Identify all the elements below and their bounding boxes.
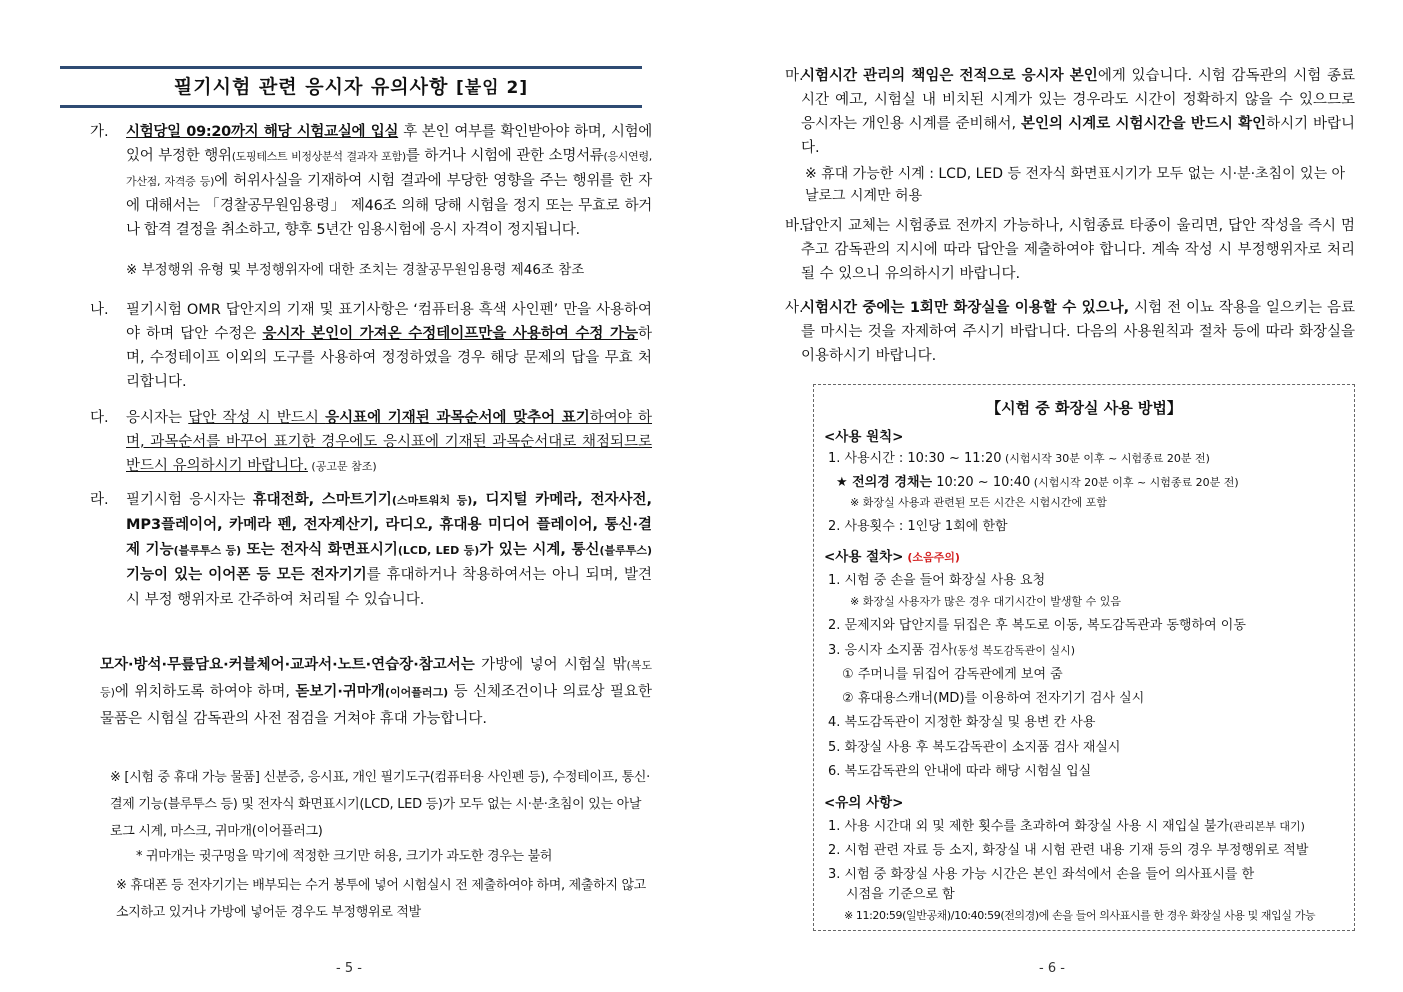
text-small: (시험시작 30분 이후 ~ 시험종료 20분 전) xyxy=(1001,452,1210,465)
text: 가방에 넣어 시험실 밖 xyxy=(474,657,627,673)
note-watch: ※ 휴대 가능한 시계 : LCD, LED 등 전자식 화면표시기가 모두 없는 시·분·초침이 있는 아날로그 시계만 허용 xyxy=(805,166,1346,204)
procedure-substep: ① 주머니를 뒤집어 감독관에게 보여 줌 xyxy=(842,667,1063,682)
text-small: (시험시작 20분 이후 ~ 시험종료 20분 전) xyxy=(1030,476,1239,489)
text: 에 위치하도록 하여야 하며, xyxy=(114,684,296,700)
section-body: 답안지 교체는 시험종료 전까지 가능하나, 시험종료 타종이 울리면, 답안 작성을 즉시 멈추고 감독관의 지시에 따라 답안을 제출하여야 합니다. 계속 작성 시 부정행위자로 처리될 수 있으니 유의하시기 바랍니다. xyxy=(801,218,1355,282)
section-da xyxy=(90,406,652,479)
procedure-step: 2. 문제지와 답안지를 뒤집은 후 복도로 이동, 복도감독관과 동행하여 이동 xyxy=(828,618,1246,633)
section-body xyxy=(100,652,652,732)
text-small: (LCD, LED 등) xyxy=(397,544,480,557)
text: 에게 있습니다. 시험 감독관의 시험 종료시간 예고, 시험실 내 비치된 시계가 있는 경우라도 시간이 정확하지 않을 수 있으므로 응시자는 개인용 시계를 준비해서, xyxy=(801,68,1356,132)
subject-order-rule: 응시표에 기재된 과목순서에 맞추어 표기 xyxy=(325,410,590,426)
section-marker: 마. xyxy=(785,68,804,84)
page-number: - 6 - xyxy=(1039,961,1065,976)
rule-time xyxy=(828,447,1210,466)
attachment-label: [붙임 2] xyxy=(455,78,529,98)
box-title: 【시험 중 화장실 사용 방법】 xyxy=(986,399,1182,417)
heading-procedure xyxy=(824,545,960,565)
note-electronics: ※ 휴대폰 등 전자기기는 배부되는 수거 봉투에 넣어 시험실시 전 제출하여야 하며, 제출하지 않고 소지하고 있거나 가방에 넣어둔 경우도 부정행위로 적발 xyxy=(116,878,647,920)
text-small: (블루투스 등) xyxy=(173,544,242,557)
text-bold: 휴대전화, 스마트기기 xyxy=(252,492,392,508)
section-marker: 바. xyxy=(785,218,804,234)
text-bold: , 디지털 카메라, 전자사전, MP3플레이어, 카메라 펜, 전자계산기, 라디오, 휴대용 미디어 플레이어, 통신·결제 기능 xyxy=(126,492,652,558)
text: 하시기 바랍니다. xyxy=(801,116,1355,156)
text-small: (동성 복도감독관이 실시) xyxy=(953,644,1076,657)
note-allowed-items xyxy=(110,764,650,845)
section-ma xyxy=(785,64,1355,160)
text: 를 하거나 시험에 관한 소명서류 xyxy=(405,148,604,164)
section-marker: 라. xyxy=(90,492,109,508)
section-body xyxy=(801,296,1355,368)
text: 를 휴대하거나 착용하여서는 아니 되며, 발견 시 부정 행위자로 간주하여 처리될 수 있습니다. xyxy=(126,567,652,608)
procedure-step: 4. 복도감독관이 지정한 화장실 및 용변 칸 사용 xyxy=(828,715,1096,730)
procedure-note: ※ 화장실 사용자가 많은 경우 대기시간이 발생할 수 있음 xyxy=(850,595,1121,608)
text: 1. 사용 시간대 외 및 제한 횟수를 초과하여 화장실 사용 시 재입실 불가 xyxy=(828,819,1230,834)
text: 10:20 ~ 10:40 xyxy=(932,475,1031,490)
section-marker: 사. xyxy=(785,300,804,316)
text: 후 본인 여부를 확인받아야 하며, 시험에 있어 부정한 행위 xyxy=(126,124,652,164)
left-page xyxy=(60,0,655,992)
text-bold: 시험시간 중에는 1회만 화장실을 이용할 수 있으나, xyxy=(801,300,1130,316)
text-bold: 또는 전자식 화면표시기 xyxy=(241,542,398,558)
note-misconduct: ※ 부정행위 유형 및 부정행위자에 대한 조치는 경찰공무원임용령 제46조 참조 xyxy=(126,262,585,278)
text-small: (관리본부 대기) xyxy=(1229,820,1305,833)
section-marker: 가. xyxy=(90,124,109,140)
section-body xyxy=(126,406,652,479)
note-text: ※ [시험 중 휴대 가능 물품] 신분증, 응시표, 개인 필기도구(컴퓨터용 사인펜 등), 수정테이프, 통신·결제 기능(블루투스 등) 및 전자식 화면표시기(LCD, LED 등)가 모두 없는 시·분·초침이 있는 아날로그 시계, 마스크, 귀마개(이어플러그) xyxy=(110,770,650,839)
procedure-step: 1. 시험 중 손을 들어 화장실 사용 요청 xyxy=(828,573,1046,588)
text-small: (복도 등) xyxy=(100,659,652,699)
text-small: (도핑테스트 비정상분석 결과자 포함) xyxy=(231,150,406,163)
section-marker: 다. xyxy=(90,410,109,426)
text: 등 신체조건이나 의료상 필요한 물품은 시험실 감독관의 사전 점검을 거쳐야 휴대 가능합니다. xyxy=(100,684,653,727)
text-bold: 가 있는 시계, 통신 xyxy=(479,542,600,558)
text-bold: 시험시간 관리의 책임은 전적으로 응시자 본인 xyxy=(801,68,1098,84)
text: 에 허위사실을 기재하여 시험 결과에 부당한 영향을 주는 행위를 한 자에 대해서는 「경찰공무원임용령」 제46조 의해 당해 시험을 정지 또는 무효로 하거나 합격 결정을 취소하고, 향후 5년간 임용시험에 응시 자격이 정지됩니다. xyxy=(126,173,652,238)
procedure-step: 6. 복도감독관의 안내에 따라 해당 시험실 입실 xyxy=(828,764,1092,779)
text: 1. 사용시간 : 10:30 ~ 11:20 xyxy=(828,451,1002,466)
text: 시험 전 이뇨 작용을 일으키는 음료를 마시는 것을 자제하여 주시기 바랍니다. 다음의 사용원칙과 절차 등에 따라 화장실을 이용하시기 바랍니다. xyxy=(801,300,1355,364)
text-small: (블루투스) xyxy=(599,544,653,557)
text-bold: ★ 전의경 경채는 xyxy=(836,475,933,490)
heading-cautions: <유의 사항> xyxy=(824,795,904,811)
procedure-step xyxy=(828,639,1075,658)
rule-conscript-time xyxy=(836,471,1239,490)
caution-item: 3. 시험 중 화장실 사용 가능 시간은 본인 좌석에서 손을 들어 의사표시를 한 xyxy=(828,867,1255,882)
section-na xyxy=(90,298,652,394)
section-marker: 나. xyxy=(90,302,109,318)
text: 필기시험 응시자는 xyxy=(126,492,253,508)
section-sa xyxy=(785,296,1355,368)
text: 응시자는 xyxy=(126,410,189,426)
section-body xyxy=(126,120,652,242)
text-underlined: 하여야 하며, 과목순서를 바꾸어 표기한 경우에도 응시표에 기재된 과목순서대로 채점되므로 반드시 유의하시기 바랍니다. xyxy=(126,410,653,474)
section-ra xyxy=(90,488,652,613)
procedure-step: 5. 화장실 사용 후 복도감독관이 소지품 검사 재실시 xyxy=(828,740,1121,755)
section-ra-items xyxy=(100,652,652,732)
text: 필기시험 OMR 답안지의 기재 및 표기사항은 ‘컴퓨터용 흑색 사인펜’ 만을 사용하여야 하며 답안 수정은 xyxy=(126,302,652,342)
section-ba xyxy=(785,214,1355,286)
page-title xyxy=(60,66,642,108)
text-small: (스마트워치 등) xyxy=(391,494,473,507)
heading-principles: <사용 원칙> xyxy=(824,429,904,445)
correction-rule: 응시자 본인이 가져온 수정테이프만을 사용하여 수정 가능 xyxy=(262,326,638,342)
note-earplug: * 귀마개는 귓구멍을 막기에 적정한 크기만 허용, 크기가 과도한 경우는 불허 xyxy=(136,849,553,864)
caution-item: 2. 시험 관련 자료 등 소지, 화장실 내 시험 관련 내용 기재 등의 경우 부정행위로 적발 xyxy=(828,843,1309,858)
section-body xyxy=(126,298,652,394)
section-ga xyxy=(90,120,652,242)
text: <사용 절차> xyxy=(824,549,904,565)
text: 하며, 수정테이프 이외의 도구를 사용하여 정정하였을 경우 해당 문제의 답을 무효 처리합니다. xyxy=(126,326,652,390)
rule-note: ※ 화장실 사용과 관련된 모든 시간은 시험시간에 포함 xyxy=(850,496,1107,509)
title-text: 필기시험 관련 응시자 유의사항 xyxy=(173,76,449,98)
caution-item xyxy=(828,815,1305,834)
section-body xyxy=(801,64,1355,160)
procedure-substep: ② 휴대용스캐너(MD)를 이용하여 전자기기 검사 실시 xyxy=(842,691,1145,706)
text-small: (이어플러그) xyxy=(384,686,449,699)
text-bold: 본인의 시계로 시험시간을 반드시 확인 xyxy=(1020,116,1267,132)
text: 3. 응시자 소지품 검사 xyxy=(828,643,954,658)
caution-item-cont: 시점을 기준으로 함 xyxy=(846,887,955,902)
right-page xyxy=(785,0,1357,992)
restroom-rules-box xyxy=(813,384,1355,931)
text-small: (공고문 참조) xyxy=(307,460,377,473)
section-body xyxy=(126,488,652,613)
text-bold: 돋보기·귀마개 xyxy=(295,684,385,700)
caution-note: ※ 11:20:59(일반공채)/10:40:59(전의경)에 손을 들어 의사표시를 한 경우 화장실 사용 및 재입실 가능 xyxy=(844,909,1316,922)
page-number: - 5 - xyxy=(336,961,362,976)
text-bold: 기능이 있는 이어폰 등 모든 전자기기 xyxy=(126,567,367,583)
text-bold: 모자·방석·무릎담요·커블체어·교과서·노트·연습장·참고서는 xyxy=(100,657,475,673)
rule-count: 2. 사용횟수 : 1인당 1회에 한함 xyxy=(828,519,1008,534)
text-small: (응시연령, 가산점, 자격증 등) xyxy=(126,150,652,188)
checkin-deadline: 시험당일 09:20까지 해당 시험교실에 입실 xyxy=(126,124,399,140)
noise-warning: (소음주의) xyxy=(903,551,960,564)
text-underlined: 답안 작성 시 반드시 xyxy=(188,410,326,426)
